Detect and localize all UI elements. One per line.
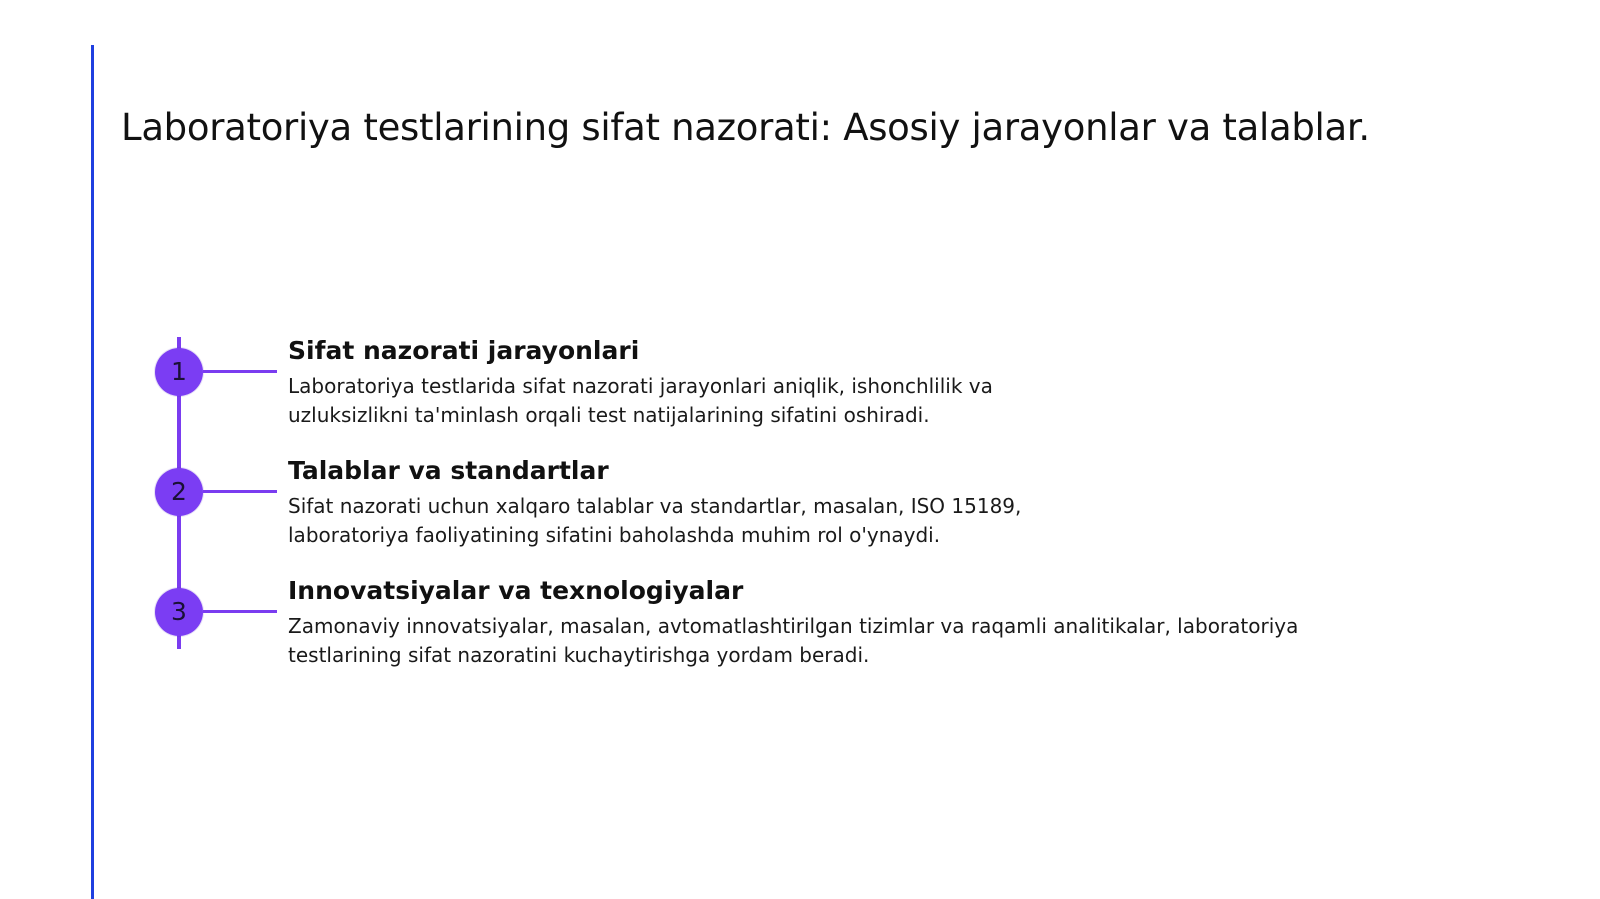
step-connector [203, 370, 277, 373]
timeline-step [0, 576, 1600, 686]
timeline-step [0, 336, 1600, 446]
step-connector [203, 490, 277, 493]
step-number-badge: 2 [155, 468, 203, 516]
timeline-step [0, 456, 1600, 566]
slide-title: Laboratoriya testlarining sifat nazorati: Asosiy jarayonlar va talablar. [121, 106, 1370, 149]
step-description: Sifat nazorati uchun xalqaro talablar va standartlar, masalan, ISO 15189, laboratoriya faoliyatining sifatini baholashda muhim rol o'ynaydi. [288, 494, 1022, 547]
step-heading: Talablar va standartlar [288, 456, 609, 485]
step-connector [203, 610, 277, 613]
step-number-badge: 3 [155, 588, 203, 636]
step-heading: Sifat nazorati jarayonlari [288, 336, 640, 365]
step-number-badge: 1 [155, 348, 203, 396]
step-description: Laboratoriya testlarida sifat nazorati jarayonlari aniqlik, ishonchlilik va uzluksizlikni ta'minlash orqali test natijalarining sifatini oshiradi. [288, 374, 993, 427]
step-heading: Innovatsiyalar va texnologiyalar [288, 576, 744, 605]
step-description: Zamonaviy innovatsiyalar, masalan, avtomatlashtirilgan tizimlar va raqamli analitikalar, laboratoriya testlarining sifat nazoratini kuchaytirishga yordam beradi. [288, 614, 1299, 667]
